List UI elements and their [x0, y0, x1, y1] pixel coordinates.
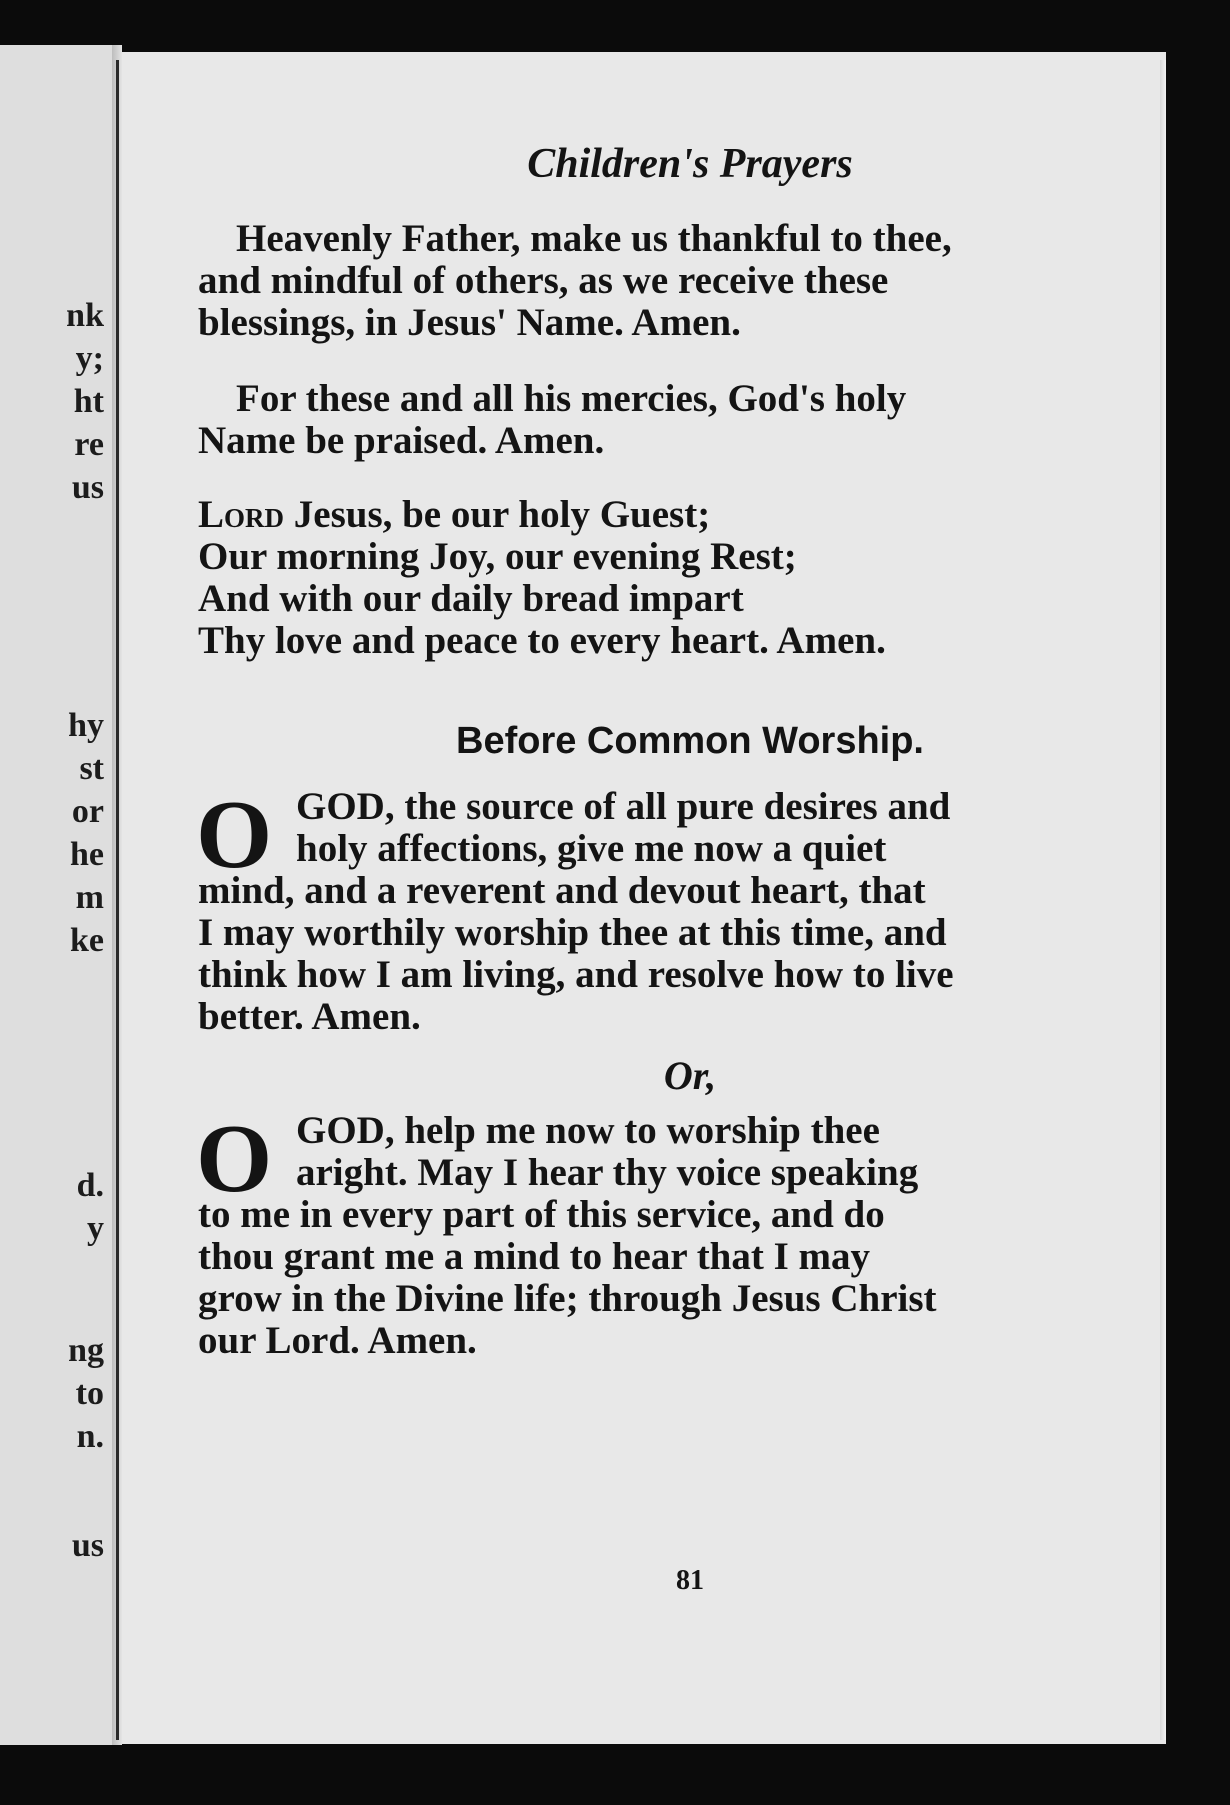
left-fragment: ng: [68, 1332, 104, 1369]
prayer-line: holy affections, give me now a quiet: [296, 827, 887, 870]
left-fragment: us: [71, 1527, 104, 1564]
left-fragment: n.: [76, 1418, 104, 1455]
hymn-line: Thy love and peace to every heart. Amen.: [198, 619, 886, 662]
prayer-line: Heavenly Father, make us thankful to thee,: [236, 217, 952, 260]
hymn-first-word: Lord: [198, 493, 285, 536]
grace-hymn: [198, 494, 886, 662]
prayer-line: mind, and a reverent and devout heart, that: [198, 869, 926, 912]
running-head: Children's Prayers: [527, 141, 853, 187]
left-fragment: m: [75, 879, 104, 916]
left-fragment: to: [75, 1375, 104, 1412]
prayer-line: aright. May I hear thy voice speaking: [296, 1151, 919, 1194]
left-fragment: ht: [73, 383, 104, 420]
left-fragment: he: [70, 836, 104, 873]
prayer-line: and mindful of others, as we receive these: [198, 259, 889, 302]
prayer-line: I may worthily worship thee at this time, and: [198, 911, 947, 954]
left-fragment: nk: [66, 297, 104, 334]
left-fragment: d.: [76, 1167, 104, 1204]
left-fragment: y: [87, 1210, 104, 1247]
left-fragment: st: [79, 750, 104, 787]
prayer-line: GOD, help me now to worship thee: [296, 1109, 880, 1152]
prayer-worship-1: [196, 781, 954, 1038]
prayer-line: think how I am living, and resolve how to live: [198, 953, 954, 996]
prayer-line: our Lord. Amen.: [198, 1319, 477, 1362]
page-edge: [1160, 60, 1166, 1740]
prayer-line: to me in every part of this service, and do: [198, 1193, 885, 1236]
left-fragment: hy: [68, 707, 104, 744]
prayer-line: better. Amen.: [198, 995, 421, 1038]
page-number: 81: [676, 1565, 704, 1596]
or-label: Or,: [663, 1053, 717, 1098]
prayer-line: grow in the Divine life; through Jesus Christ: [198, 1277, 937, 1320]
hymn-line: [198, 494, 886, 536]
dropcap: O: [196, 1105, 273, 1213]
left-fragment: y;: [75, 340, 104, 377]
left-fragment: ke: [70, 922, 104, 959]
prayer-mercies: [198, 378, 906, 462]
prayer-line: GOD, the source of all pure desires and: [296, 785, 951, 828]
section-heading: Before Common Worship.: [456, 720, 924, 762]
left-fragment: re: [74, 426, 104, 463]
hymn-line: And with our daily bread impart: [198, 577, 744, 620]
left-fragment: us: [71, 469, 104, 506]
prayer-line: Name be praised. Amen.: [198, 419, 605, 462]
prayer-thanks: [198, 218, 1028, 344]
left-fragment: or: [71, 793, 104, 830]
prayer-worship-2: [196, 1105, 937, 1362]
prayer-line: For these and all his mercies, God's holy: [236, 377, 907, 420]
dropcap: O: [196, 781, 273, 889]
gutter-line: [116, 60, 119, 1740]
prayer-line: blessings, in Jesus' Name. Amen.: [198, 301, 741, 344]
prayer-line: thou grant me a mind to hear that I may: [198, 1235, 871, 1278]
hymn-line: Our morning Joy, our evening Rest;: [198, 535, 797, 578]
left-page: [0, 45, 112, 1745]
hymn-first-rest: Jesus, be our holy Guest;: [284, 493, 711, 536]
